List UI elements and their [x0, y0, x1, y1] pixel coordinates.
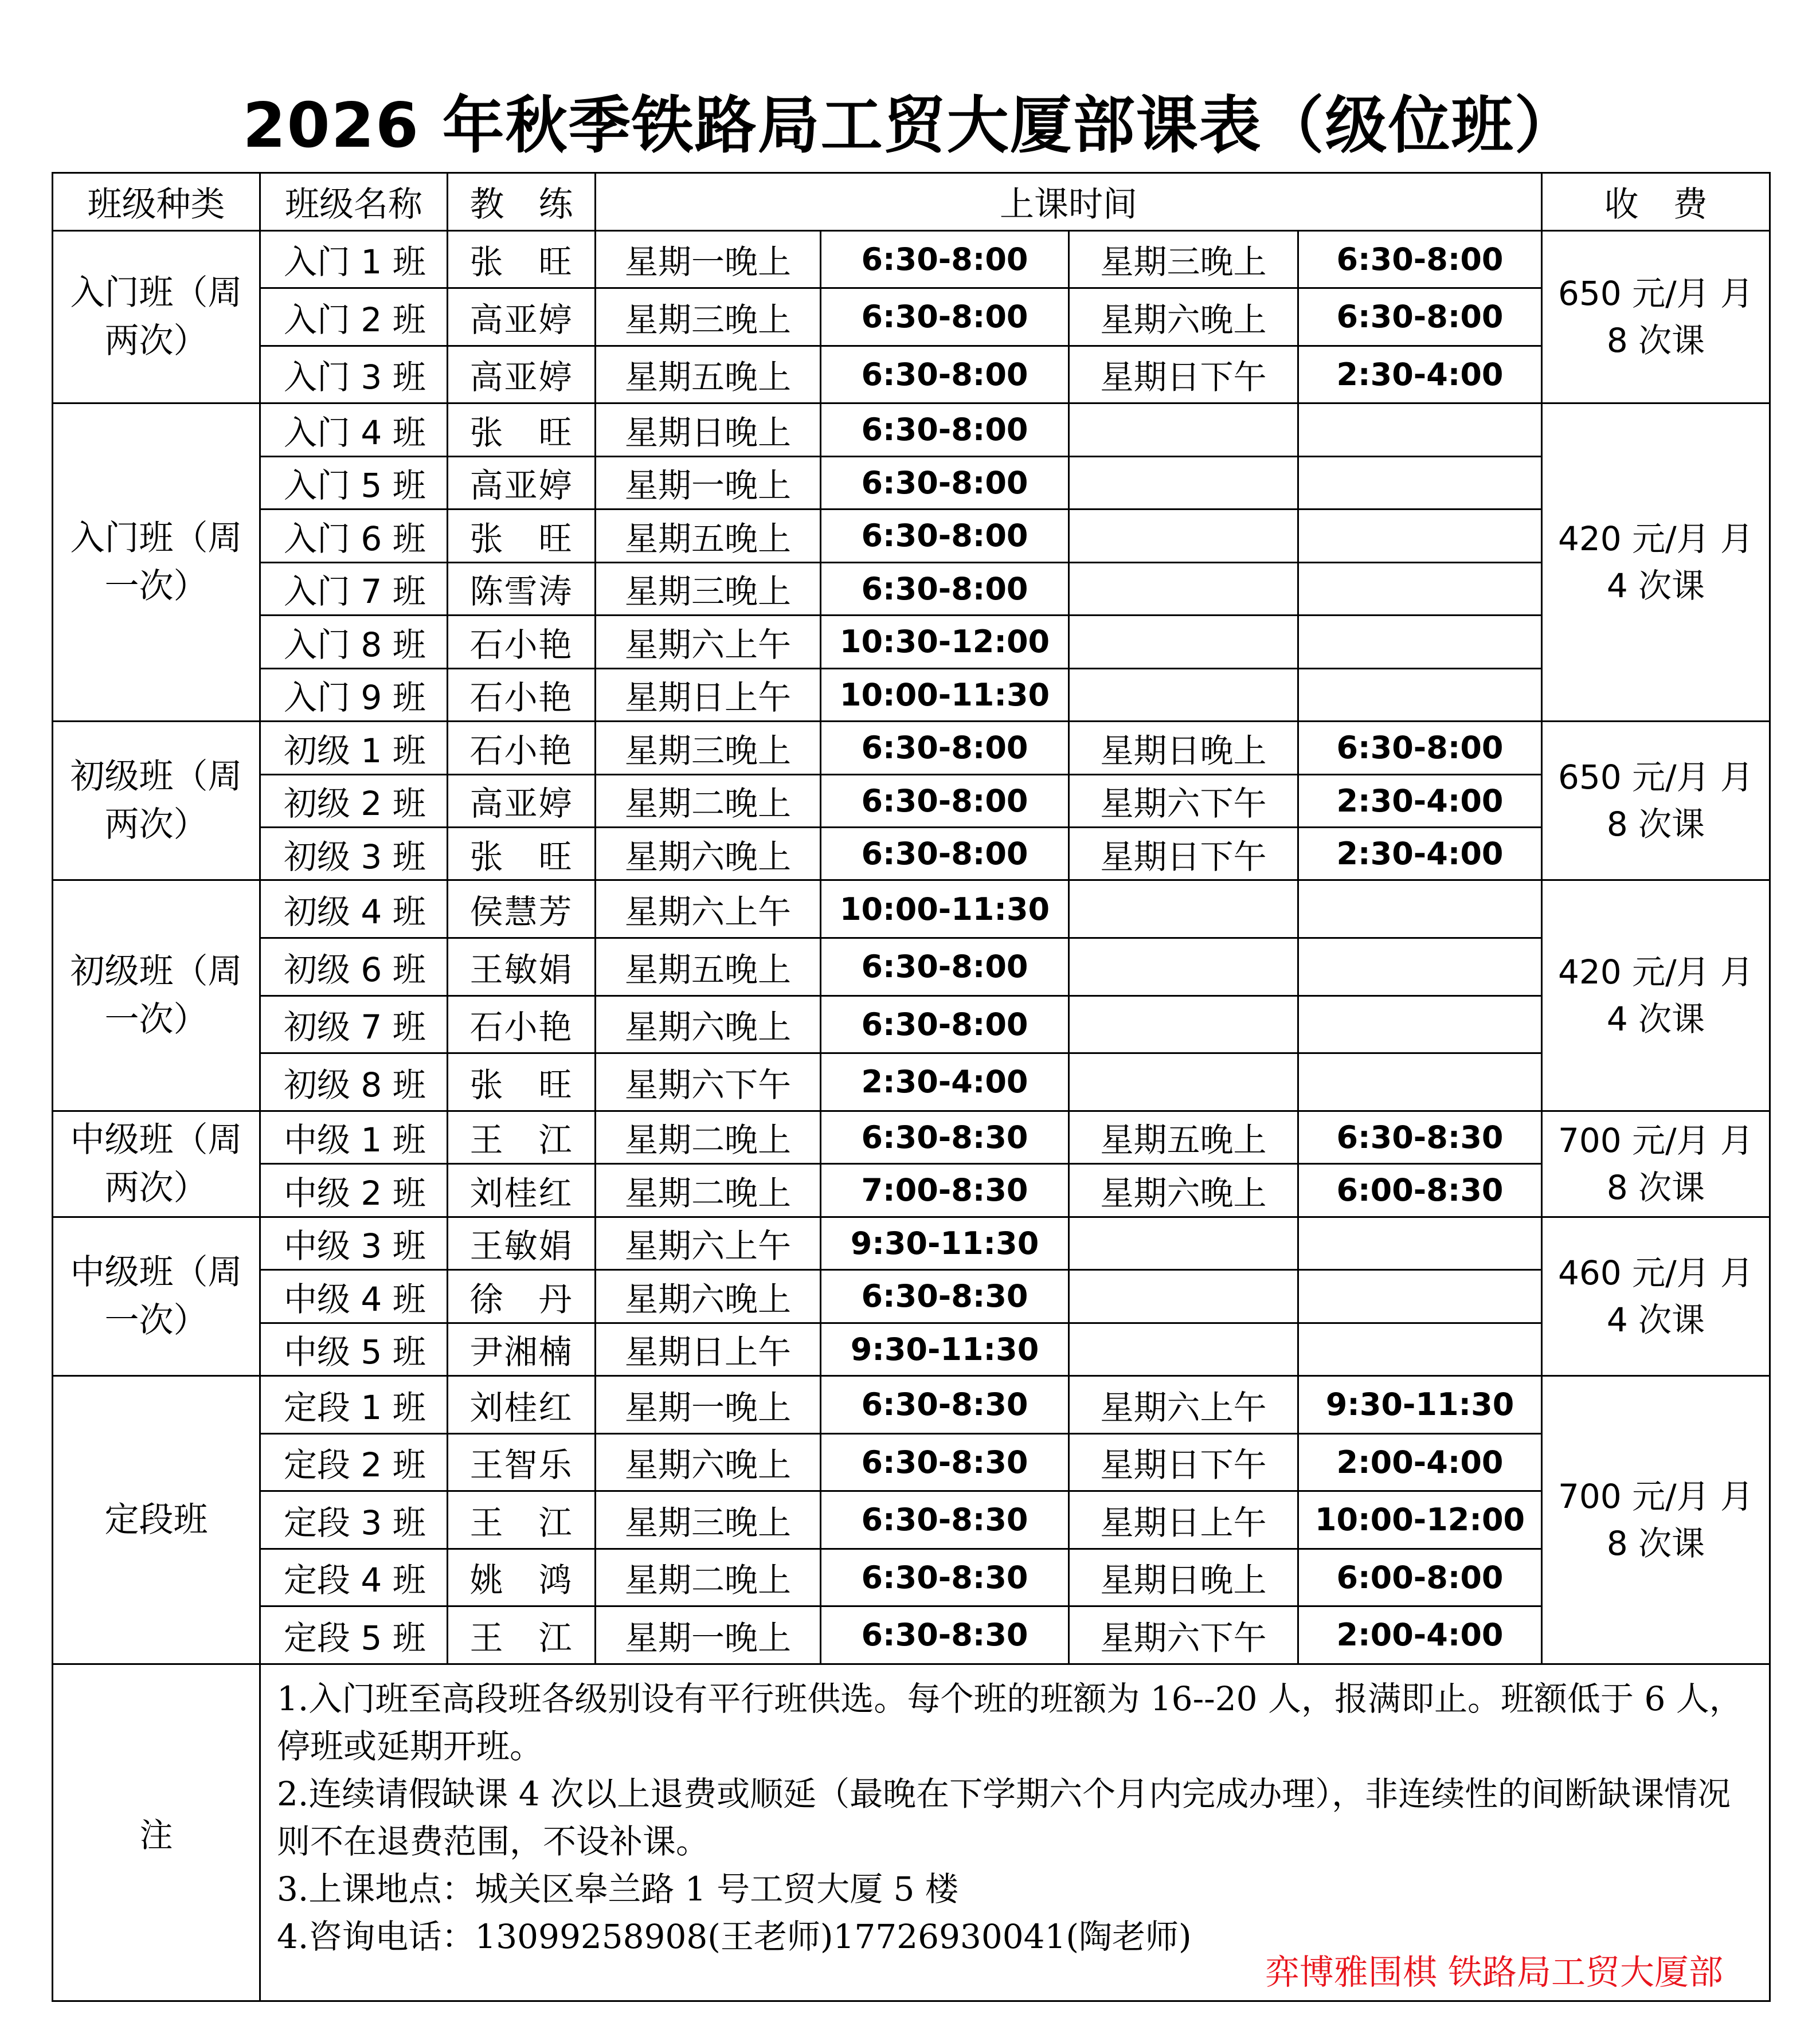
table-row [53, 938, 1770, 996]
note-line: 3.上课地点：城关区皋兰路 1 号工贸大厦 5 楼 [277, 1869, 958, 1908]
header-coach: 教 练 [448, 173, 596, 231]
time-1: 6:30-8:30 [821, 1433, 1069, 1491]
class-category: 初级班（周两次） [53, 722, 260, 880]
class-name: 初级 8 班 [260, 1053, 448, 1111]
header-class-name: 班级名称 [260, 173, 448, 231]
coach-name: 石小艳 [448, 996, 596, 1053]
day-1: 星期一晚上 [596, 230, 821, 288]
table-row [53, 1323, 1770, 1375]
class-category: 入门班（周两次） [53, 230, 260, 403]
class-category: 中级班（周两次） [53, 1111, 260, 1217]
time-2 [1298, 880, 1542, 938]
table-row [53, 1549, 1770, 1606]
class-name: 定段 2 班 [260, 1433, 448, 1491]
brand-signature: 弈博雅围棋 铁路局工贸大厦部 [1265, 1953, 1723, 1993]
table-row [53, 1217, 1770, 1269]
class-name: 初级 1 班 [260, 722, 448, 774]
class-name: 入门 7 班 [260, 562, 448, 615]
day-2 [1069, 668, 1298, 721]
day-2 [1069, 996, 1298, 1053]
time-2: 6:30-8:00 [1298, 722, 1542, 774]
coach-name: 王 江 [448, 1111, 596, 1163]
time-1: 2:30-4:00 [821, 1053, 1069, 1111]
fee: 700 元/月 月 8 次课 [1542, 1111, 1770, 1217]
coach-name: 王敏娟 [448, 1217, 596, 1269]
day-1: 星期二晚上 [596, 774, 821, 827]
table-row [53, 616, 1770, 668]
time-2 [1298, 1217, 1542, 1269]
day-2 [1069, 562, 1298, 615]
coach-name: 高亚婷 [448, 456, 596, 509]
time-2: 6:30-8:30 [1298, 1111, 1542, 1163]
class-name: 入门 8 班 [260, 616, 448, 668]
time-1: 6:30-8:00 [821, 938, 1069, 996]
table-row [53, 828, 1770, 880]
day-2 [1069, 1053, 1298, 1111]
day-2 [1069, 938, 1298, 996]
day-2: 星期日上午 [1069, 1491, 1298, 1549]
table-row [53, 510, 1770, 562]
time-1: 10:00-11:30 [821, 668, 1069, 721]
day-1: 星期六晚上 [596, 828, 821, 880]
coach-name: 徐 丹 [448, 1270, 596, 1323]
coach-name: 石小艳 [448, 668, 596, 721]
time-1: 9:30-11:30 [821, 1217, 1069, 1269]
header-category: 班级种类 [53, 173, 260, 231]
table-row [53, 1433, 1770, 1491]
table-row [53, 996, 1770, 1053]
class-name: 入门 4 班 [260, 403, 448, 456]
class-name: 中级 3 班 [260, 1217, 448, 1269]
time-1: 6:30-8:00 [821, 562, 1069, 615]
coach-name: 刘桂红 [448, 1164, 596, 1217]
time-2 [1298, 668, 1542, 721]
day-2 [1069, 510, 1298, 562]
day-1: 星期三晚上 [596, 722, 821, 774]
header-row [53, 173, 1770, 231]
time-1: 6:30-8:30 [821, 1606, 1069, 1664]
time-1: 6:30-8:30 [821, 1270, 1069, 1323]
time-1: 6:30-8:30 [821, 1549, 1069, 1606]
time-1: 6:30-8:00 [821, 510, 1069, 562]
time-2: 6:00-8:00 [1298, 1549, 1542, 1606]
table-row [53, 774, 1770, 827]
note-line: 2.连续请假缺课 4 次以上退费或顺延（最晚在下学期六个月内完成办理），非连续性的间断缺课情况则不在退费范围，不设补课。 [277, 1774, 1731, 1861]
class-name: 中级 2 班 [260, 1164, 448, 1217]
time-2 [1298, 403, 1542, 456]
day-1: 星期一晚上 [596, 456, 821, 509]
time-2: 9:30-11:30 [1298, 1376, 1542, 1434]
table-row [53, 1491, 1770, 1549]
table-row [53, 880, 1770, 938]
time-1: 6:30-8:00 [821, 288, 1069, 346]
day-2: 星期日下午 [1069, 1433, 1298, 1491]
header-fee: 收 费 [1542, 173, 1770, 231]
day-2: 星期六晚上 [1069, 288, 1298, 346]
time-2 [1298, 938, 1542, 996]
table-row [53, 403, 1770, 456]
day-2: 星期六下午 [1069, 1606, 1298, 1664]
class-category: 入门班（周一次） [53, 403, 260, 722]
coach-name: 高亚婷 [448, 774, 596, 827]
day-1: 星期六上午 [596, 1217, 821, 1269]
class-category: 初级班（周一次） [53, 880, 260, 1111]
time-1: 6:30-8:00 [821, 828, 1069, 880]
table-row [53, 668, 1770, 721]
coach-name: 石小艳 [448, 722, 596, 774]
day-2: 星期六下午 [1069, 774, 1298, 827]
table-row [53, 562, 1770, 615]
day-2 [1069, 880, 1298, 938]
coach-name: 王敏娟 [448, 938, 596, 996]
time-1: 6:30-8:00 [821, 403, 1069, 456]
day-1: 星期日上午 [596, 1323, 821, 1375]
day-1: 星期三晚上 [596, 1491, 821, 1549]
table-row [53, 1606, 1770, 1664]
fee: 650 元/月 月 8 次课 [1542, 230, 1770, 403]
table-row [53, 1111, 1770, 1163]
time-2: 2:30-4:00 [1298, 346, 1542, 403]
day-2 [1069, 1323, 1298, 1375]
coach-name: 刘桂红 [448, 1376, 596, 1434]
time-2: 6:30-8:00 [1298, 288, 1542, 346]
day-2: 星期日下午 [1069, 346, 1298, 403]
coach-name: 陈雪涛 [448, 562, 596, 615]
time-2 [1298, 562, 1542, 615]
time-1: 6:30-8:00 [821, 230, 1069, 288]
day-1: 星期五晚上 [596, 346, 821, 403]
time-1: 6:30-8:00 [821, 774, 1069, 827]
time-2: 2:30-4:00 [1298, 774, 1542, 827]
time-2: 6:00-8:30 [1298, 1164, 1542, 1217]
day-2: 星期六上午 [1069, 1376, 1298, 1434]
day-2: 星期五晚上 [1069, 1111, 1298, 1163]
day-2: 星期日晚上 [1069, 722, 1298, 774]
header-time: 上课时间 [596, 173, 1542, 231]
day-2 [1069, 403, 1298, 456]
class-name: 初级 6 班 [260, 938, 448, 996]
coach-name: 姚 鸿 [448, 1549, 596, 1606]
table-row [53, 722, 1770, 774]
day-2: 星期日下午 [1069, 828, 1298, 880]
time-2: 2:00-4:00 [1298, 1606, 1542, 1664]
class-name: 入门 9 班 [260, 668, 448, 721]
day-2: 星期日晚上 [1069, 1549, 1298, 1606]
coach-name: 张 旺 [448, 403, 596, 456]
class-name: 中级 1 班 [260, 1111, 448, 1163]
day-2: 星期六晚上 [1069, 1164, 1298, 1217]
day-1: 星期五晚上 [596, 938, 821, 996]
time-2: 10:00-12:00 [1298, 1491, 1542, 1549]
class-name: 入门 1 班 [260, 230, 448, 288]
class-name: 定段 5 班 [260, 1606, 448, 1664]
coach-name: 王智乐 [448, 1433, 596, 1491]
time-1: 6:30-8:00 [821, 456, 1069, 509]
time-2 [1298, 996, 1542, 1053]
class-name: 入门 2 班 [260, 288, 448, 346]
time-2 [1298, 1270, 1542, 1323]
time-1: 6:30-8:00 [821, 346, 1069, 403]
time-2: 6:30-8:00 [1298, 230, 1542, 288]
day-1: 星期二晚上 [596, 1164, 821, 1217]
time-1: 9:30-11:30 [821, 1323, 1069, 1375]
coach-name: 高亚婷 [448, 346, 596, 403]
class-name: 初级 3 班 [260, 828, 448, 880]
table-row [53, 1164, 1770, 1217]
class-name: 中级 4 班 [260, 1270, 448, 1323]
fee: 420 元/月 月 4 次课 [1542, 880, 1770, 1111]
time-2 [1298, 1053, 1542, 1111]
coach-name: 侯慧芳 [448, 880, 596, 938]
class-name: 入门 3 班 [260, 346, 448, 403]
time-1: 6:30-8:30 [821, 1376, 1069, 1434]
class-name: 入门 5 班 [260, 456, 448, 509]
time-1: 7:00-8:30 [821, 1164, 1069, 1217]
class-name: 初级 2 班 [260, 774, 448, 827]
coach-name: 王 江 [448, 1491, 596, 1549]
time-2 [1298, 456, 1542, 509]
fee: 700 元/月 月 8 次课 [1542, 1376, 1770, 1664]
coach-name: 尹湘楠 [448, 1323, 596, 1375]
day-1: 星期三晚上 [596, 562, 821, 615]
table-row [53, 456, 1770, 509]
day-1: 星期一晚上 [596, 1376, 821, 1434]
coach-name: 张 旺 [448, 1053, 596, 1111]
class-category: 定段班 [53, 1376, 260, 1664]
time-2 [1298, 1323, 1542, 1375]
time-2 [1298, 616, 1542, 668]
class-name: 定段 3 班 [260, 1491, 448, 1549]
day-1: 星期六晚上 [596, 1270, 821, 1323]
page-title: 2026 年秋季铁路局工贸大厦部课表（级位班） [242, 90, 1578, 162]
class-name: 中级 5 班 [260, 1323, 448, 1375]
day-2 [1069, 1270, 1298, 1323]
table-row [53, 288, 1770, 346]
day-1: 星期二晚上 [596, 1549, 821, 1606]
class-name: 定段 4 班 [260, 1549, 448, 1606]
time-1: 10:30-12:00 [821, 616, 1069, 668]
table-row [53, 346, 1770, 403]
table-row [53, 1053, 1770, 1111]
class-category: 中级班（周一次） [53, 1217, 260, 1375]
notes-row [53, 1664, 1770, 2001]
coach-name: 王 江 [448, 1606, 596, 1664]
time-1: 6:30-8:00 [821, 722, 1069, 774]
day-2 [1069, 456, 1298, 509]
coach-name: 张 旺 [448, 828, 596, 880]
coach-name: 高亚婷 [448, 288, 596, 346]
fee: 650 元/月 月 8 次课 [1542, 722, 1770, 880]
note-line: 1.入门班至高段班各级别设有平行班供选。每个班的班额为 16--20 人，报满即止。班额低于 6 人，停班或延期开班。 [277, 1679, 1743, 1766]
day-1: 星期六上午 [596, 616, 821, 668]
day-1: 星期三晚上 [596, 288, 821, 346]
coach-name: 石小艳 [448, 616, 596, 668]
class-name: 入门 6 班 [260, 510, 448, 562]
notes-label: 注 [53, 1664, 260, 2001]
day-1: 星期一晚上 [596, 1606, 821, 1664]
day-1: 星期六晚上 [596, 1433, 821, 1491]
time-1: 10:00-11:30 [821, 880, 1069, 938]
time-1: 6:30-8:30 [821, 1111, 1069, 1163]
day-1: 星期日上午 [596, 668, 821, 721]
time-2: 2:30-4:00 [1298, 828, 1542, 880]
fee: 420 元/月 月 4 次课 [1542, 403, 1770, 722]
time-1: 6:30-8:30 [821, 1491, 1069, 1549]
time-1: 6:30-8:00 [821, 996, 1069, 1053]
day-1: 星期六晚上 [596, 996, 821, 1053]
time-2: 2:00-4:00 [1298, 1433, 1542, 1491]
schedule-table [52, 172, 1771, 2002]
day-1: 星期二晚上 [596, 1111, 821, 1163]
day-2 [1069, 616, 1298, 668]
day-1: 星期六上午 [596, 880, 821, 938]
day-2: 星期三晚上 [1069, 230, 1298, 288]
class-name: 初级 4 班 [260, 880, 448, 938]
fee: 460 元/月 月 4 次课 [1542, 1217, 1770, 1375]
class-name: 定段 1 班 [260, 1376, 448, 1434]
day-1: 星期日晚上 [596, 403, 821, 456]
coach-name: 张 旺 [448, 230, 596, 288]
time-2 [1298, 510, 1542, 562]
note-line: 4.咨询电话：13099258908(王老师)17726930041(陶老师) [277, 1917, 1192, 1956]
day-2 [1069, 1217, 1298, 1269]
notes-content [260, 1664, 1770, 2001]
coach-name: 张 旺 [448, 510, 596, 562]
table-row [53, 230, 1770, 288]
day-1: 星期六下午 [596, 1053, 821, 1111]
class-name: 初级 7 班 [260, 996, 448, 1053]
table-row [53, 1270, 1770, 1323]
day-1: 星期五晚上 [596, 510, 821, 562]
table-row [53, 1376, 1770, 1434]
